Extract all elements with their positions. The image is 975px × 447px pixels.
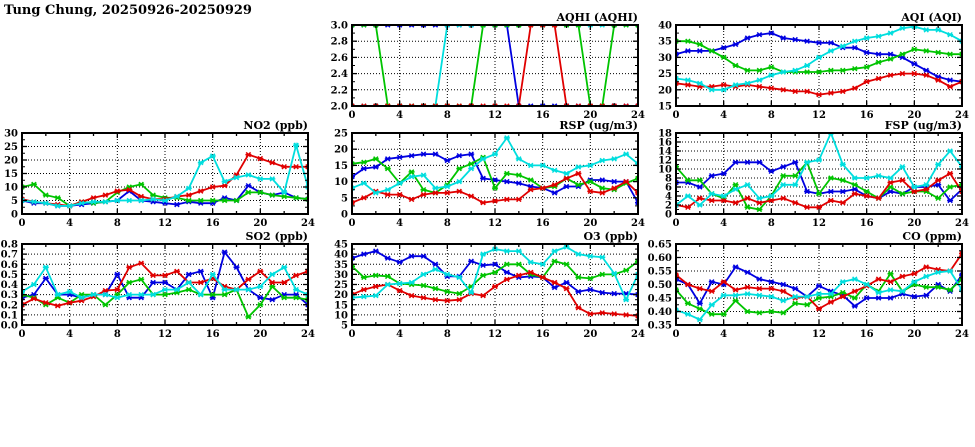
svg-text:10: 10	[334, 177, 348, 189]
svg-text:0.5: 0.5	[0, 269, 18, 281]
svg-text:RSP (ug/m3): RSP (ug/m3)	[559, 119, 638, 132]
svg-text:0.45: 0.45	[647, 293, 672, 305]
svg-text:0.1: 0.1	[0, 310, 18, 322]
svg-text:24: 24	[955, 110, 969, 121]
svg-text:0.60: 0.60	[647, 253, 672, 264]
svg-text:0.6: 0.6	[0, 259, 18, 271]
svg-text:20: 20	[4, 155, 18, 167]
svg-text:8: 8	[767, 110, 775, 121]
svg-text:0.35: 0.35	[647, 320, 672, 332]
svg-text:15: 15	[658, 101, 672, 113]
svg-text:16: 16	[859, 329, 874, 340]
svg-text:8: 8	[113, 329, 121, 340]
svg-text:12: 12	[488, 218, 502, 229]
svg-text:5: 5	[11, 196, 18, 207]
svg-text:15: 15	[334, 300, 348, 312]
svg-text:16: 16	[535, 218, 550, 229]
svg-text:20: 20	[583, 218, 598, 229]
svg-text:10: 10	[658, 164, 672, 176]
chart-fsp	[646, 116, 975, 229]
svg-text:0: 0	[348, 329, 356, 340]
chart-aqhi	[322, 8, 656, 121]
svg-text:0.55: 0.55	[647, 266, 672, 278]
svg-text:0: 0	[672, 110, 680, 121]
svg-text:4: 4	[720, 218, 728, 229]
svg-text:AQI (AQI): AQI (AQI)	[901, 11, 962, 24]
svg-text:FSP (ug/m3): FSP (ug/m3)	[884, 119, 962, 132]
svg-text:4: 4	[396, 329, 404, 340]
svg-text:18: 18	[658, 128, 672, 140]
svg-text:24: 24	[301, 329, 315, 340]
svg-text:16: 16	[658, 137, 672, 149]
svg-text:4: 4	[720, 110, 728, 121]
svg-text:4: 4	[396, 110, 404, 121]
chart-so2	[0, 227, 326, 340]
svg-text:20: 20	[907, 110, 922, 121]
page-title: Tung Chung, 20250926-20250929	[4, 3, 252, 18]
svg-text:8: 8	[767, 329, 775, 340]
svg-text:0: 0	[672, 329, 680, 340]
svg-text:0: 0	[672, 218, 680, 229]
svg-text:8: 8	[443, 110, 451, 121]
svg-text:20: 20	[583, 110, 598, 121]
svg-text:O3 (ppb): O3 (ppb)	[583, 230, 638, 243]
svg-text:45: 45	[334, 239, 348, 251]
svg-text:2: 2	[665, 200, 672, 212]
svg-text:16: 16	[205, 218, 220, 229]
svg-text:4: 4	[665, 191, 672, 203]
svg-text:24: 24	[631, 110, 645, 121]
svg-text:16: 16	[535, 329, 550, 340]
svg-text:30: 30	[4, 128, 18, 140]
svg-text:0.0: 0.0	[0, 320, 18, 332]
svg-text:15: 15	[4, 169, 18, 180]
svg-text:6: 6	[665, 182, 672, 194]
svg-text:2.6: 2.6	[330, 52, 348, 64]
svg-text:10: 10	[4, 182, 18, 194]
svg-text:0: 0	[348, 110, 356, 121]
svg-text:2.0: 2.0	[330, 101, 348, 113]
svg-text:12: 12	[812, 329, 826, 340]
svg-text:20: 20	[583, 329, 598, 340]
svg-text:0.2: 0.2	[0, 300, 18, 312]
svg-text:20: 20	[907, 218, 922, 229]
svg-text:24: 24	[955, 329, 969, 340]
svg-text:30: 30	[334, 269, 348, 281]
svg-text:8: 8	[113, 218, 121, 229]
svg-text:8: 8	[665, 173, 672, 185]
svg-text:2.4: 2.4	[330, 69, 348, 81]
svg-text:3.0: 3.0	[330, 20, 348, 32]
svg-text:0.3: 0.3	[0, 290, 18, 302]
svg-text:20: 20	[253, 218, 268, 229]
chart-aqi	[646, 8, 975, 121]
chart-no2	[0, 116, 326, 229]
svg-text:12: 12	[488, 110, 502, 121]
svg-text:20: 20	[334, 144, 348, 156]
svg-text:0.65: 0.65	[647, 239, 672, 251]
svg-text:16: 16	[859, 218, 874, 229]
svg-text:NO2 (ppb): NO2 (ppb)	[243, 119, 308, 132]
svg-text:24: 24	[631, 329, 645, 340]
svg-text:20: 20	[334, 290, 348, 302]
svg-text:5: 5	[341, 320, 348, 332]
svg-text:12: 12	[158, 218, 172, 229]
svg-text:0: 0	[18, 329, 26, 340]
svg-text:0: 0	[348, 218, 356, 229]
svg-text:20: 20	[253, 329, 268, 340]
svg-text:35: 35	[658, 36, 672, 48]
svg-text:8: 8	[443, 218, 451, 229]
svg-text:20: 20	[907, 329, 922, 340]
svg-text:25: 25	[4, 142, 18, 153]
svg-text:35: 35	[334, 259, 348, 271]
svg-text:0: 0	[665, 209, 672, 221]
svg-text:25: 25	[334, 128, 348, 140]
svg-text:2.2: 2.2	[330, 85, 348, 97]
svg-text:SO2 (ppb): SO2 (ppb)	[245, 230, 308, 243]
svg-text:0: 0	[11, 209, 18, 221]
svg-text:12: 12	[812, 110, 826, 121]
svg-text:24: 24	[955, 218, 969, 229]
svg-text:4: 4	[66, 329, 74, 340]
svg-text:30: 30	[658, 52, 672, 64]
svg-text:AQHI (AQHI): AQHI (AQHI)	[556, 11, 638, 24]
svg-text:8: 8	[443, 329, 451, 340]
svg-text:12: 12	[488, 329, 502, 340]
svg-text:0.50: 0.50	[647, 280, 672, 291]
svg-text:14: 14	[658, 146, 672, 158]
svg-text:16: 16	[859, 110, 874, 121]
svg-text:0: 0	[341, 209, 348, 221]
svg-text:24: 24	[301, 218, 315, 229]
chart-co	[646, 227, 975, 340]
svg-text:25: 25	[334, 280, 348, 291]
svg-text:40: 40	[334, 249, 348, 261]
svg-text:40: 40	[658, 20, 672, 32]
svg-text:5: 5	[341, 193, 348, 205]
svg-text:20: 20	[658, 85, 672, 97]
svg-text:0.4: 0.4	[0, 280, 18, 291]
svg-text:10: 10	[334, 310, 348, 322]
chart-o3	[322, 227, 656, 340]
svg-text:12: 12	[158, 329, 172, 340]
svg-text:4: 4	[66, 218, 74, 229]
svg-text:16: 16	[205, 329, 220, 340]
svg-text:15: 15	[334, 160, 348, 172]
svg-text:0.40: 0.40	[647, 307, 672, 318]
svg-text:12: 12	[812, 218, 826, 229]
svg-text:12: 12	[658, 155, 672, 167]
chart-rsp	[322, 116, 656, 229]
svg-text:0.7: 0.7	[0, 249, 18, 261]
svg-text:25: 25	[658, 69, 672, 81]
svg-text:16: 16	[535, 110, 550, 121]
svg-text:2.8: 2.8	[330, 36, 348, 48]
svg-text:CO (ppm): CO (ppm)	[902, 230, 962, 243]
svg-text:0.8: 0.8	[0, 239, 18, 251]
svg-text:8: 8	[767, 218, 775, 229]
svg-text:24: 24	[631, 218, 645, 229]
svg-text:4: 4	[396, 218, 404, 229]
svg-text:0: 0	[18, 218, 26, 229]
svg-text:4: 4	[720, 329, 728, 340]
